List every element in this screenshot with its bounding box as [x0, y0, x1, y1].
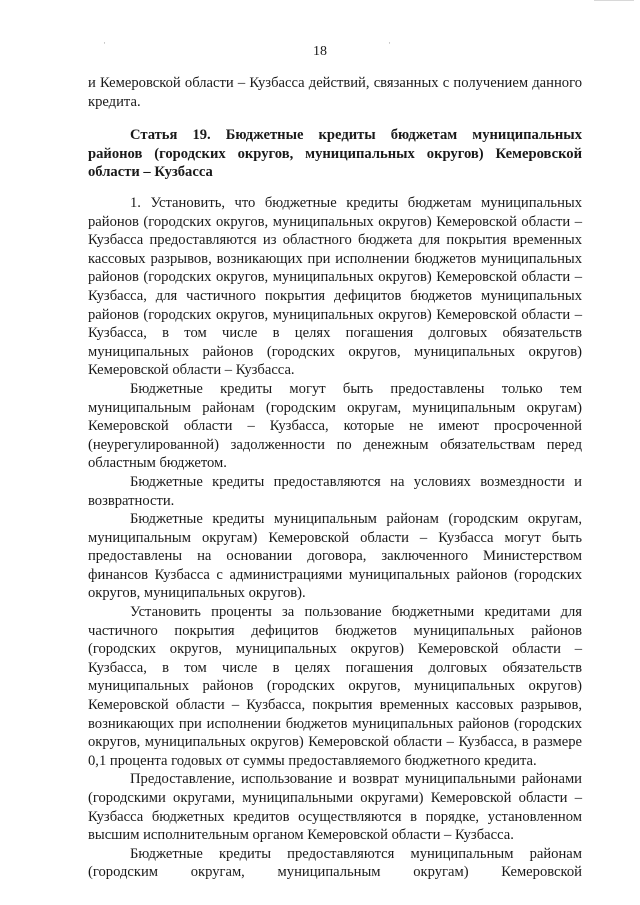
paragraph: Установить проценты за пользование бюджетными кредитами для частичного покрытия дефицитов бюджетов муниципальных районов (городских округов, муниципальных округов) Кемеровской области – Кузбасса, в том числе в целях погашения долговых обязательств муниципальных районов (городских округов, муниципальных округов) Кемеровской области – Кузбасса, покрытия временных кассовых разрывов, возникающих при исполнении бюджетов муниципальных районов (городских округов, муниципальных округов) Кемеровской области – Кузбасса, в размере 0,1 процента годовых от суммы предоставляемого бюджетного кредита. [88, 604, 582, 769]
continuation-text-block [88, 74, 582, 111]
article-heading-block [88, 126, 582, 182]
paragraph: Бюджетные кредиты могут быть предоставлены только тем муниципальным районам (городским округам, муниципальным округам) Кемеровской области – Кузбасса, которые не имеют просроченной (неурегулированной) задолженности по денежным обязательствам перед областным бюджетом. [88, 380, 582, 472]
paragraph: Бюджетные кредиты муниципальным районам (городским округам, муниципальным округам) Кемеровской области – Кузбасса могут быть предоставлены на основании договора, заключенного Министерством финансов Кузбасса с администрациями муниципальных районов (городских округов, муниципальных округов). [88, 511, 582, 602]
article-body [88, 194, 582, 882]
paragraph: Бюджетные кредиты предоставляются на условиях возмездности и возвратности. [88, 473, 582, 509]
paragraph: 1. Установить, что бюджетные кредиты бюджетам муниципальных районов (городских округов, муниципальных округов) Кемеровской области – Кузбасса предоставляются из областного бюджета для покрытия временных кассовых разрывов, возникающих при исполнении бюджетов муниципальных районов (городских округов, муниципальных округов) Кемеровской области – Кузбасса, для частичного покрытия дефицитов бюджетов муниципальных районов (городских округов, муниципальных округов) Кемеровской области – Кузбасса, в том числе в целях погашения долговых обязательств муниципальных районов (городских округов, муниципальных округов) Кемеровской области – Кузбасса. [88, 195, 582, 379]
article-heading: Статья 19. Бюджетные кредиты бюджетам муниципальных районов (городских округов, муниципальных округов) Кемеровской области – Кузбасса [88, 127, 582, 181]
page-number: 18 [313, 44, 327, 59]
paragraph: Бюджетные кредиты предоставляются муниципальным районам (городским округам, муниципальным округам) Кемеровской [88, 845, 582, 881]
scan-dot: · [103, 38, 106, 48]
scan-edge-mark [594, 0, 634, 5]
scan-dot: · [388, 38, 391, 48]
continuation-paragraph: и Кемеровской области – Кузбасса действий, связанных с получением данного кредита. [88, 75, 582, 110]
paragraph: Предоставление, использование и возврат муниципальными районами (городскими округами, муниципальными округами) Кемеровской области – Кузбасса бюджетных кредитов осуществляются в порядке, установленном высшим исполнительным органом Кемеровской области – Кузбасса. [88, 771, 582, 844]
